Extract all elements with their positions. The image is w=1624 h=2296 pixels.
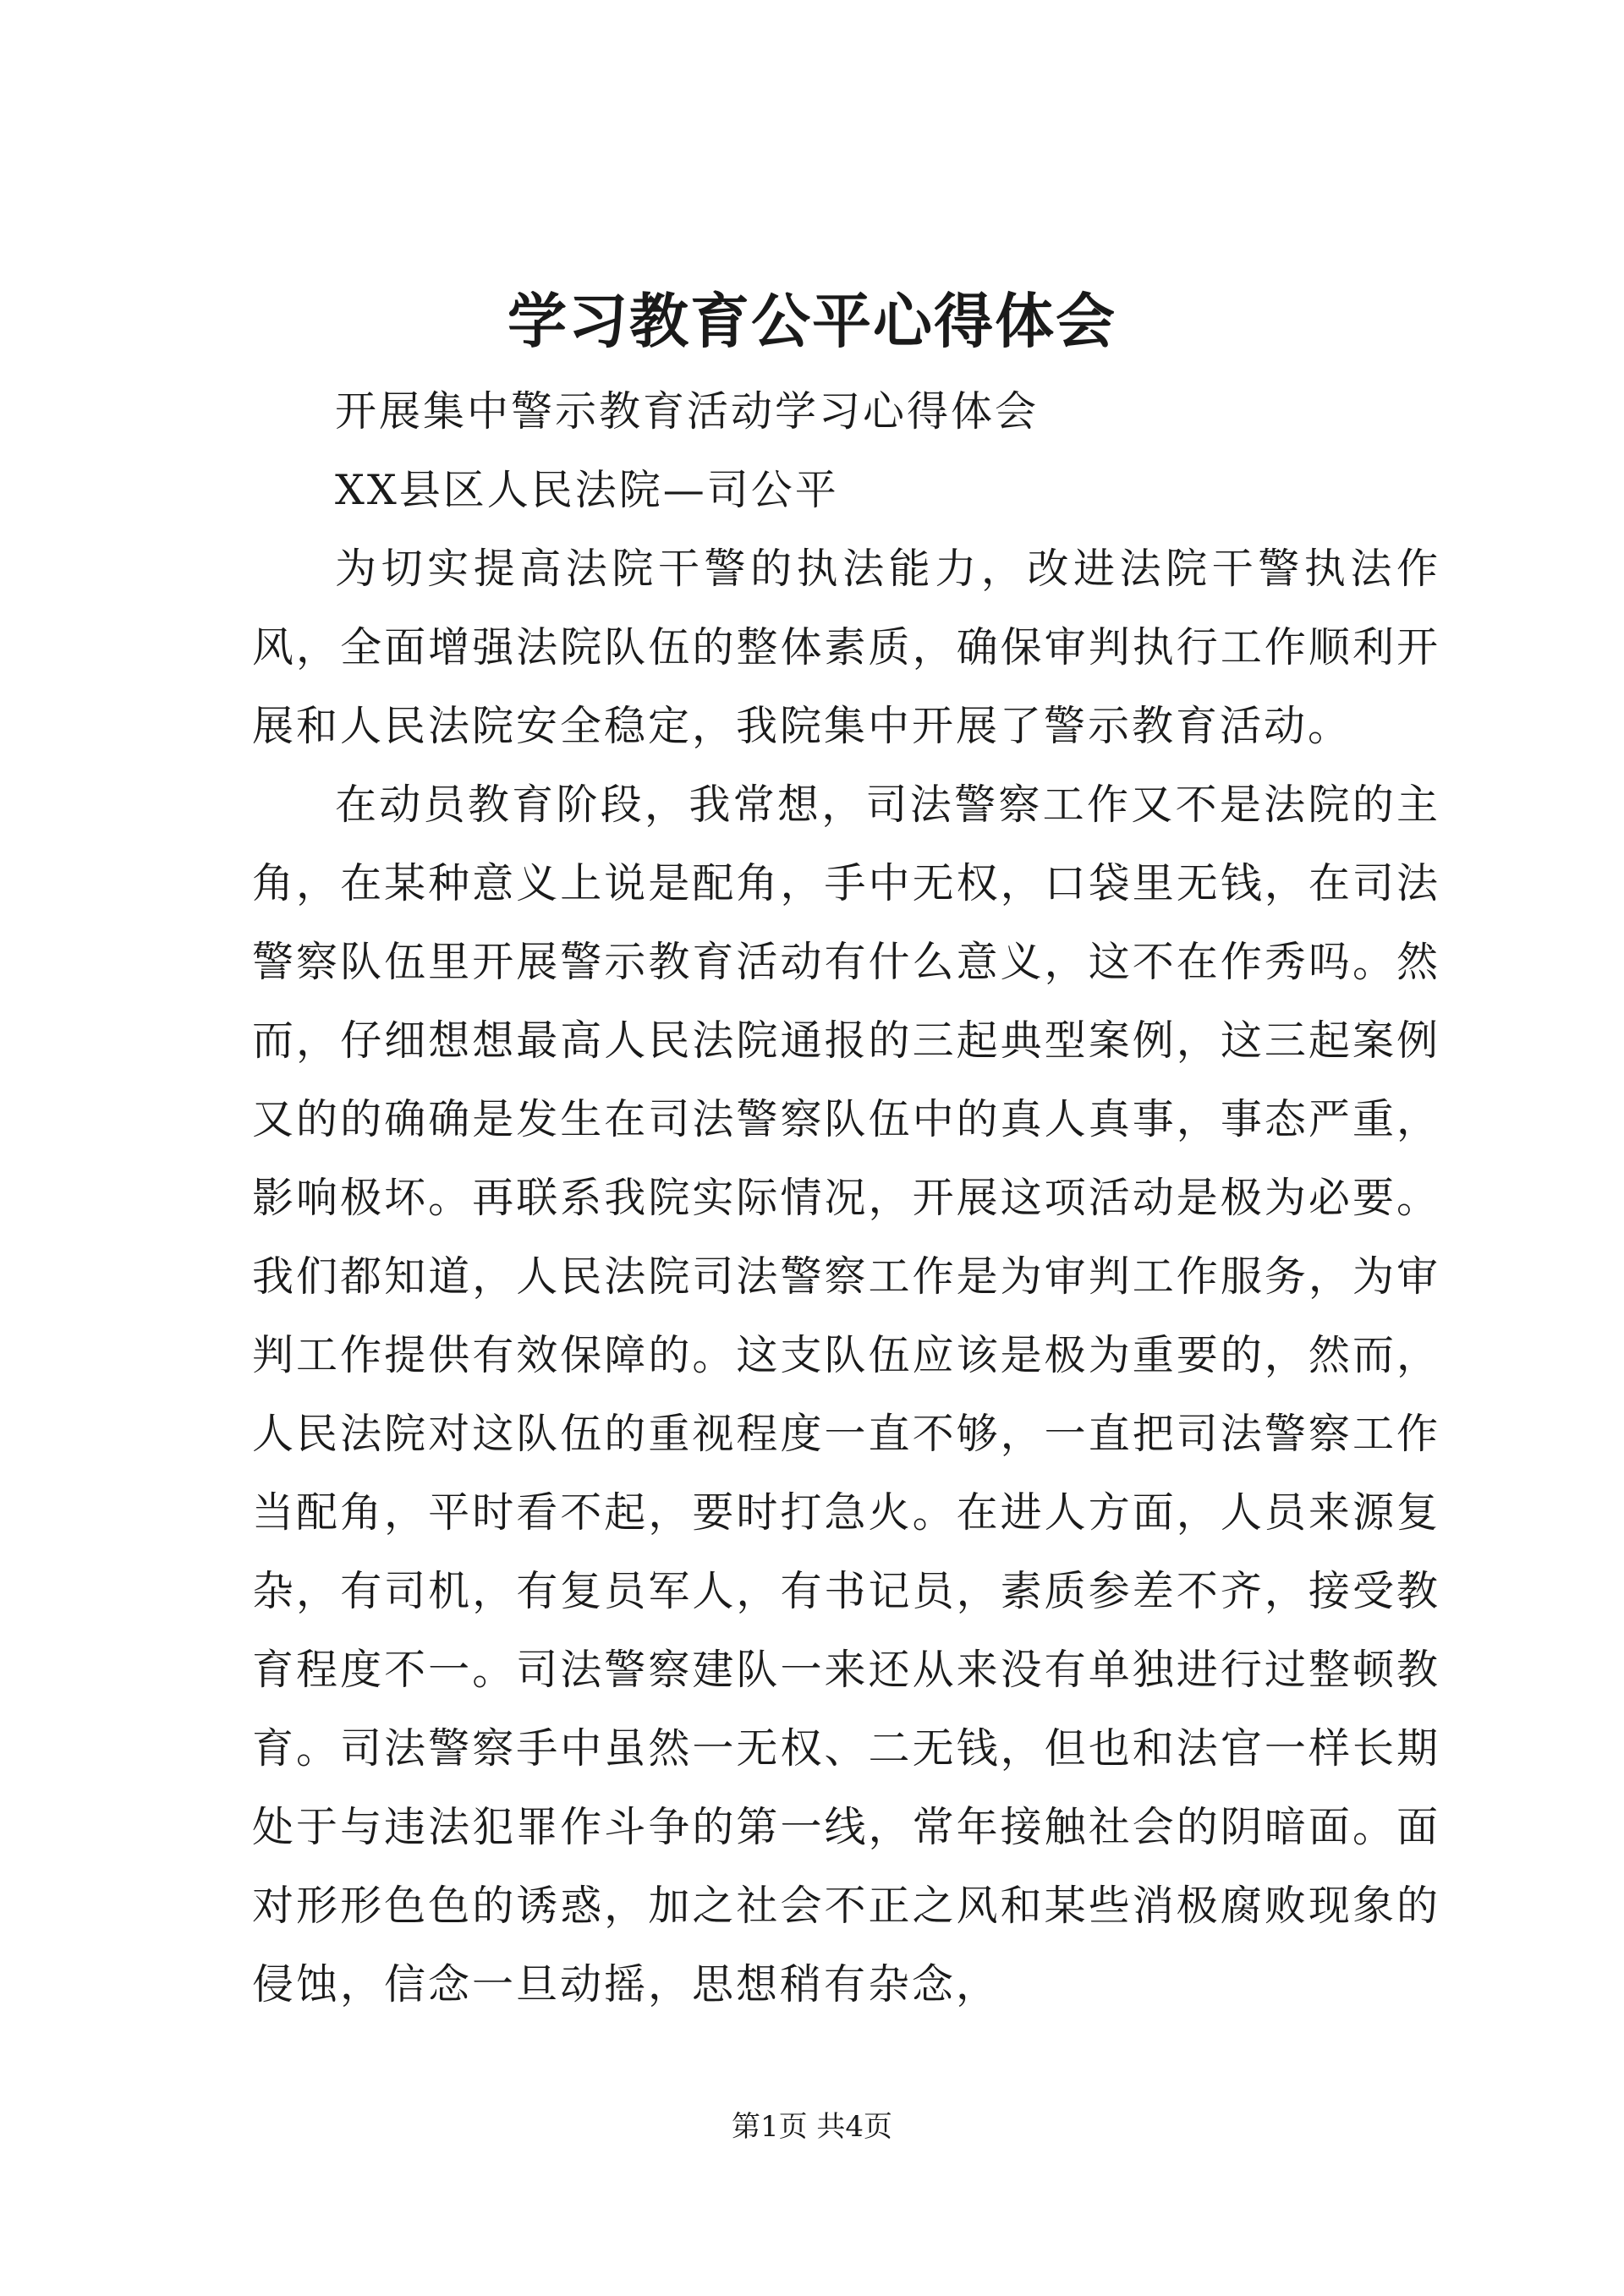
document-body bbox=[252, 372, 1440, 2024]
paragraph-subtitle: 开展集中警示教育活动学习心得体会 bbox=[335, 387, 1040, 436]
paragraph-intro: 为切实提高法院干警的执法能力，改进法院干警执法作风，全面增强法院队伍的整体素质，确保审判执行工作顺利开展和人民法院安全稳定，我院集中开展了警示教育活动。 bbox=[252, 545, 1440, 750]
paragraph-main: 在动员教育阶段，我常想，司法警察工作又不是法院的主角，在某种意义上说是配角，手中无权，口袋里无钱，在司法警察队伍里开展警示教育活动有什么意义，这不在作秀吗。然而，仔细想想最高人民法院通报的三起典型案例，这三起案例又的的确确是发生在司法警察队伍中的真人真事，事态严重，影响极坏。再联系我院实际情况，开展这项活动是极为必要。我们都知道，人民法院司法警察工作是为审判工作服务，为审判工作提供有效保障的。这支队伍应该是极为重要的，然而，人民法院对这队伍的重视程度一直不够，一直把司法警察工作当配角，平时看不起，要时打急火。在进人方面，人员来源复杂，有司机，有复员军人，有书记员，素质参差不齐，接受教育程度不一。司法警察建队一来还从来没有单独进行过整顿教育。司法警察手中虽然一无权、二无钱，但也和法官一样长期处于与违法犯罪作斗争的第一线，常年接触社会的阴暗面。面对形形色色的诱惑，加之社会不正之风和某些消极腐败现象的侵蚀，信念一旦动摇，思想稍有杂念， bbox=[252, 781, 1440, 2008]
paragraph-author: XX县区人民法院—司公平 bbox=[335, 466, 839, 514]
page-footer: 第1页 共4页 bbox=[731, 2110, 893, 2144]
document-title: 学习教育公平心得体会 bbox=[508, 286, 1116, 356]
